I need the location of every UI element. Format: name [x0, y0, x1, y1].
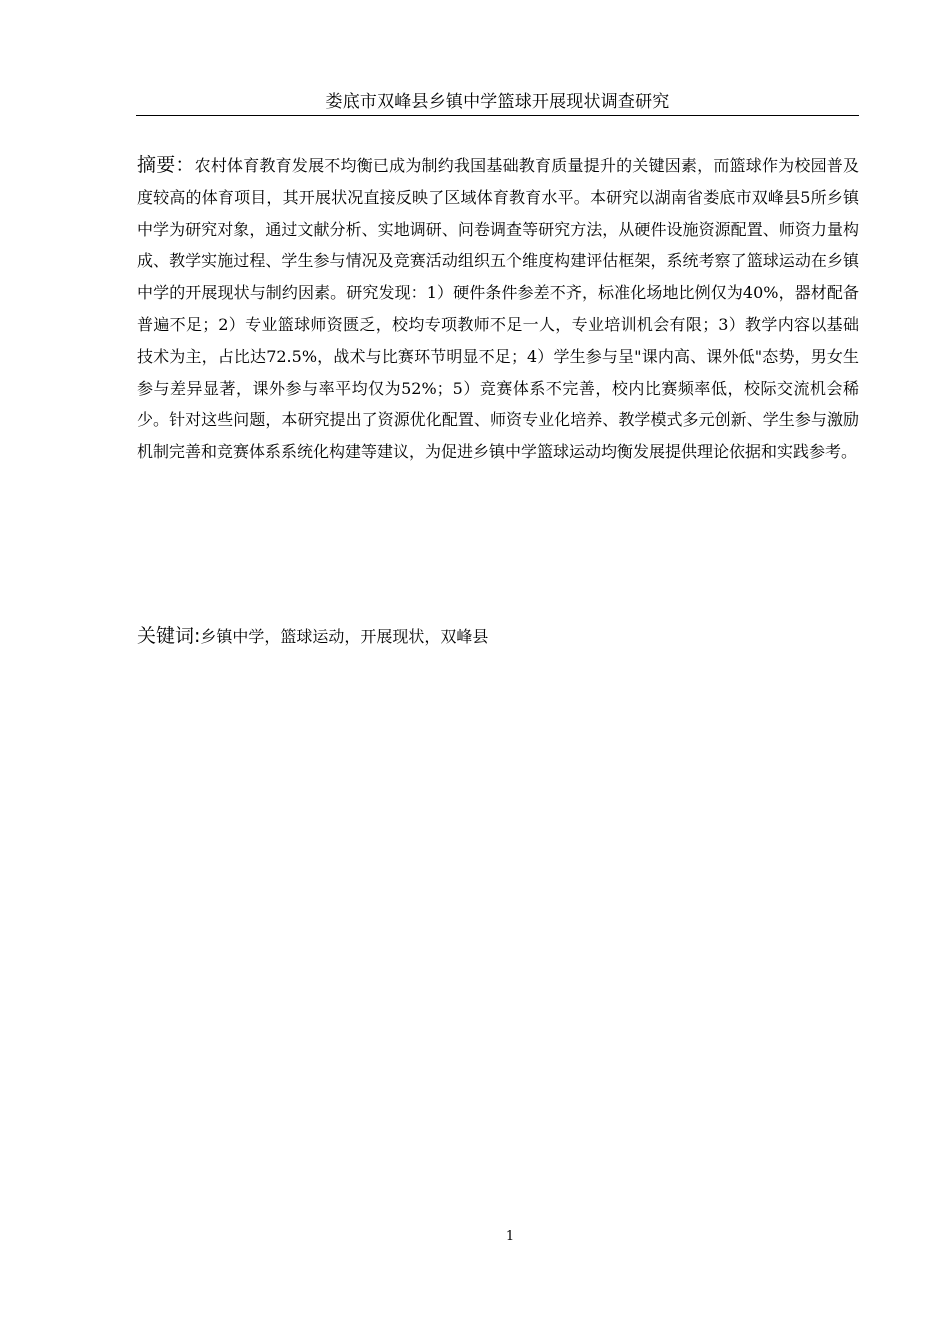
abstract-label: 摘要： [137, 154, 195, 176]
keywords-text: 乡镇中学，篮球运动，开展现状，双峰县 [200, 627, 489, 646]
abstract-paragraph [137, 150, 859, 468]
keywords-line [137, 622, 859, 651]
abstract-text: 农村体育教育发展不均衡已成为制约我国基础教育质量提升的关键因素，而篮球作为校园普及度较高的体育项目，其开展状况直接反映了区域体育教育水平。本研究以湖南省娄底市双峰县5所乡镇中学为研究对象，通过文献分析、实地调研、问卷调查等研究方法，从硬件设施资源配置、师资力量构成、教学实施过程、学生参与情况及竞赛活动组织五个维度构建评估框架，系统考察了篮球运动在乡镇中学的开展现状与制约因素。研究发现：1）硬件条件参差不齐，标准化场地比例仅为40%，器材配备普遍不足；2）专业篮球师资匮乏，校均专项教师不足一人，专业培训机会有限；3）教学内容以基础技术为主，占比达72.5%，战术与比赛环节明显不足；4）学生参与呈"课内高、课外低"态势，男女生参与差异显著，课外参与率平均仅为52%；5）竞赛体系不完善，校内比赛频率低，校际交流机会稀少。针对这些问题，本研究提出了资源优化配置、师资专业化培养、教学模式多元创新、学生参与激励机制完善和竞赛体系系统化构建等建议，为促进乡镇中学篮球运动均衡发展提供理论依据和实践参考。 [137, 156, 859, 462]
header-divider [136, 115, 859, 116]
keywords-label: 关键词: [137, 625, 201, 647]
running-header-title: 娄底市双峰县乡镇中学篮球开展现状调查研究 [325, 92, 670, 112]
page-number: 1 [505, 1229, 515, 1244]
